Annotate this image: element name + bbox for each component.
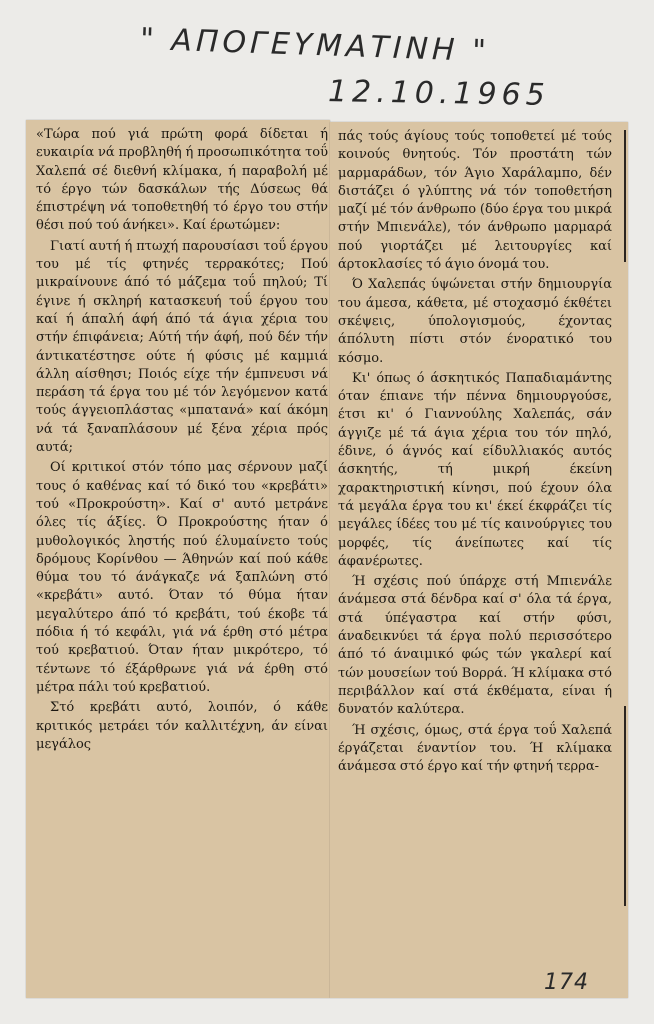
handwritten-page-number: 174: [544, 970, 589, 995]
article-paragraph: Οί κριτικοί στόν τόπο μας σέρνουν μαζί τους ό καθένας καί τό δικό του «κρεβάτι» τού «Προκρούστη». Καί σ' αυτό μετράνε όλες τίς άξίες. Ό Προκρούστης ήταν ό μυθολογικός ληστής πού έλυμαίνετο τούς δρόμους Κορίνθου — Άθηνών καί πού κάθε θύμα του τό άνάγκαζε νά ξαπλώνη στό «κρεβάτι» αυτό. Όταν τό θύμα ήταν μεγαλύτερο άπό τό κρεβάτι, τού έκοβε τά πόδια ή τό κεφάλι, γιά νά έρθη στό μέτρα τού κρεβατιού. Όταν ήταν μικρότερο, τό τέντωνε τό έξάρθρωνε γιά νά έρθη στό μέτρα πάλι τού κρεβατιού.: [36, 460, 328, 695]
article-left-column-text: [36, 126, 328, 998]
article-right-column-text: [338, 128, 612, 998]
handwritten-source-title: " ΑΠΟΓΕΥΜΑΤΙΝΗ ": [139, 21, 491, 70]
handwritten-date: 12.10.1965: [327, 74, 551, 113]
column-rule: [624, 706, 626, 906]
article-paragraph: Ή σχέσις, όμως, στά έργα τοΰ Χαλεπά έργάζεται έναντίον του. Ή κλίμακα άνάμεσα στό έργο καί τήν φτηνή τερρα-: [338, 722, 612, 775]
column-rule: [624, 130, 626, 262]
article-paragraph: Ή σχέσις πού ύπάρχε στή Μπιενάλε άνάμεσα στά δένδρα καί σ' όλα τά έργα, στά ύπέγαστρα καί στήν φύσι, άναδεικνύει τά έργα πολύ περισσότερο άπό τό άναιμικό φώς τών γκαλερί καί τών μουσείων τού Βορρά. Ή κλίμακα στό περιβάλλον καί στά έκθέματα, είναι ή δυνατόν καλύτερα.: [338, 574, 612, 718]
clipping-left-column: [26, 120, 330, 998]
article-paragraph: πάς τούς άγίους τούς τοποθετεί μέ τούς κοινούς θνητούς. Τόν προστάτη τών μαρμαράδων, τόν Άγιο Χαράλαμπο, δέν διστάζει ό γλύπτης νά τόν τοποθετήση μαζί μέ τόν άνθρωπο (δύο έργα του μικρά στήν Μπιενάλε), τόν άνθρωπο μαρμαρά πού γιορτάζει μέ λειτουργίες καί άρτοκλασίες τό άγιο όνομά του.: [338, 129, 612, 273]
article-paragraph: Στό κρεβάτι αυτό, λοιπόν, ό κάθε κριτικός μετράει τόν καλλιτέχνη, άν είναι μεγάλος: [36, 700, 328, 752]
article-paragraph: Κι' όπως ό άσκητικός Παπαδιαμάντης όταν έπιανε τήν πέννα δημιουργούσε, έτσι κι' ό Γιαννούλης Χαλεπάς, σάν άγγιζε μέ τά άγια χέρια του τόν πηλό, έδινε, ό άγνός καί είδυλλιακός αυτός άσκητής, τή μικρή έκείνη χαρακτηριστική κίνησι, πού έχουν όλα τά μεγάλα έργα του κι' έκεί έκφράζει τίς μεγάλες ίδέες του μέ τίς καινούργιες του μορφές, τίς άνείπωτες καί τίς άφανέρωτες.: [338, 370, 612, 569]
article-paragraph: Ό Χαλεπάς ύψώνεται στήν δημιουργία του άμεσα, κάθετα, μέ στοχασμό έκθέτει σκέψεις, ύπολογισμούς, έχοντας άπόλυτη πίστι στόν ένορατικό του κόσμο.: [338, 277, 612, 366]
clipping-right-column: [330, 122, 628, 998]
article-paragraph: «Τώρα πού γιά πρώτη φορά δίδεται ή ευκαιρία νά προβληθή ή προσωπικότητα τοΰ Χαλεπά σέ διεθνή κλίμακα, ή παραβολή μέ τό έργο τών δασκάλων τής Δύσεως θά έπιστρέψη νά τοποθετηθή τό έργο του στήν θέσι πού τού άνήκει». Καί έρωτώμεν:: [36, 127, 328, 234]
article-paragraph: Γιατί αυτή ή πτωχή παρουσίασι τοΰ έργου του μέ τίς φτηνές τερρακότες; Πού μικραίνουνε άπό τό μάζεμα τοΰ πηλού; Τί έγινε ή σκληρή κατασκευή τοΰ έργου του καί ή άπαλή άφή άπό τά άγια χέρια του στήν έπιφάνεια; Αύτή τήν άφή, πού δέν τήν άντικατέστησε ούτε ή φύσις μέ καμμιά άλλη αίσθησι; Ποιός είχε τήν έμπνευσι νά περάση τά έργα του μέ τόν λεγόμενον κατά τούς άγγειοπλάστας «μπατανά» καί άκόμη νά τά ξαναπλάσουν μέ ξένα χέρια πρός αυτά;: [36, 238, 328, 456]
